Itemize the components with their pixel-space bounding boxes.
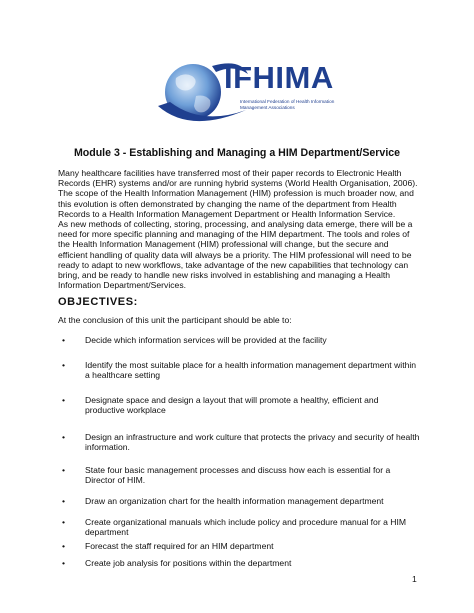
- bullet-icon: •: [62, 517, 66, 527]
- objectives-heading: OBJECTIVES:: [58, 296, 138, 308]
- objective-text: Draw an organization chart for the health information management department: [85, 496, 384, 506]
- objective-text: Decide which information services will be provided at the facility: [85, 335, 327, 345]
- objectives-intro: At the conclusion of this unit the participant should be able to:: [58, 315, 292, 325]
- bullet-icon: •: [62, 558, 66, 568]
- intro-text-1: Many healthcare facilities have transferred most of their paper records to Electronic Health Records (EHR) systems and/or are running hybrid systems (World Health Organisation, 2006). The scope of the Health Information Management (HIM) profession is much broader now, and this evolution is often demonstrated by changing the name of the department from Health Records to a Health Information Management Department or Health Information Service.: [58, 168, 418, 219]
- objective-text: Create organizational manuals which include policy and procedure manual for a HIM department: [85, 517, 407, 537]
- bullet-icon: •: [62, 395, 66, 405]
- logo-subtitle: International Federation of Health Information Management Associations: [240, 99, 335, 110]
- logo-wordmark: IFHIMA: [224, 60, 334, 95]
- bullet-icon: •: [62, 496, 66, 506]
- objective-text: State four basic management processes and discuss how each is essential for a Director of HIM.: [85, 465, 391, 485]
- page-number: 1: [412, 574, 417, 584]
- bullet-icon: •: [62, 465, 66, 475]
- bullet-icon: •: [62, 360, 66, 370]
- bullet-icon: •: [62, 335, 66, 345]
- objective-text: Create job analysis for positions within the department: [85, 558, 292, 568]
- intro-text-2: As new methods of collecting, storing, processing, and analysing data emerge, there will be a need for more specific planning and managing of the HIM department. The tools and roles of the Health Information Management (HIM) professional will change, but the secure and efficient handling of quality data will always be a priority. The HIM professional will need to be ready to adapt to new workflows, take advantage of the new capabilities that technology can bring, and be ready to handle new risks involved in establishing and managing a Health Information Department/Services.: [58, 219, 413, 291]
- objective-text: Identify the most suitable place for a health information management department within a healthcare setting: [85, 360, 417, 380]
- objective-text: Design an infrastructure and work culture that protects the privacy and security of health information.: [85, 432, 420, 452]
- module-title: Module 3 - Establishing and Managing a HIM Department/Service: [73, 147, 401, 159]
- objective-text: Forecast the staff required for an HIM department: [85, 541, 274, 551]
- objective-text: Designate space and design a layout that will promote a healthy, efficient and productive workplace: [85, 395, 379, 415]
- bullet-icon: •: [62, 541, 66, 551]
- bullet-icon: •: [62, 432, 66, 442]
